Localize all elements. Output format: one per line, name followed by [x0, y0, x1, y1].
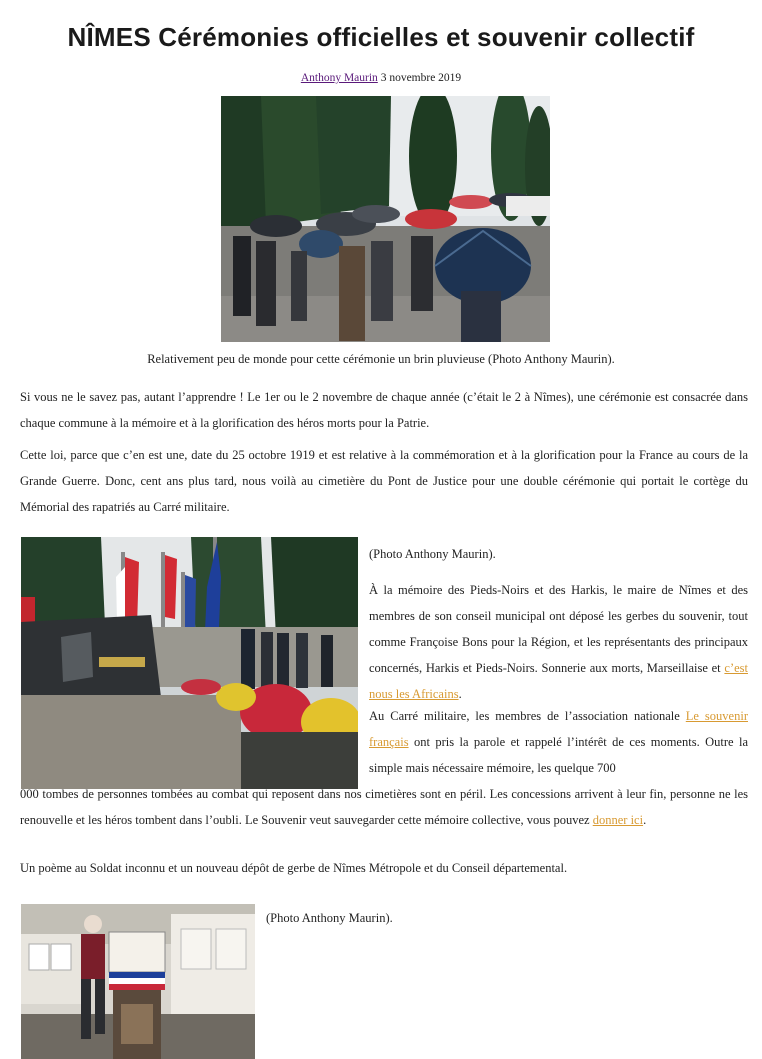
- souvenir-francais-link[interactable]: Le souvenir français: [369, 709, 748, 749]
- publish-date: 3 novembre 2019: [380, 72, 462, 84]
- donate-link[interactable]: donner ici: [592, 813, 644, 827]
- byline: [0, 72, 762, 84]
- ceremony-umbrellas-photo: [221, 96, 550, 342]
- paragraph: Au Carré militaire, les membres de l’association nationale Le souvenir français ont pris la parole et rappelé l’intérêt de ces moments. Outre la simple mais nécessaire mémoire, les quelque 700: [369, 709, 748, 775]
- exhibit-stand-photo: [21, 904, 255, 1059]
- author-link[interactable]: Anthony Maurin: [300, 72, 378, 84]
- article-title: NÎMES Cérémonies officielles et souvenir collectif: [67, 22, 695, 52]
- photo-caption: Relativement peu de monde pour cette cérémonie un brin pluvieuse (Photo Anthony Maurin).: [147, 352, 615, 366]
- paragraph: Cette loi, parce que c’en est une, date du 25 octobre 1919 et est relative à la commémoration et à la glorification pour la France au cours de la Grande Guerre. Donc, cent ans plus tard, nous voilà au cimetière du Pont de Justice pour une double cérémonie qui portait le cortège du Mémorial des rapatriés au Carré militaire.: [20, 448, 748, 514]
- photo-caption: (Photo Anthony Maurin).: [369, 547, 496, 561]
- africains-link[interactable]: c’est nous les Africains: [369, 661, 748, 701]
- paragraph: Un poème au Soldat inconnu et un nouveau dépôt de gerbe de Nîmes Métropole et du Conseil départemental.: [20, 861, 568, 875]
- paragraph: Si vous ne le savez pas, autant l’apprendre ! Le 1er ou le 2 novembre de chaque année (c’était le 2 à Nîmes), une cérémonie est consacrée dans chaque commune à la mémoire et à la glorification des héros morts pour la Patrie.: [20, 390, 748, 430]
- memorial-wreaths-photo: [21, 537, 358, 789]
- paragraph: À la mémoire des Pieds-Noirs et des Harkis, le maire de Nîmes et des membres de son conseil municipal ont déposé les gerbes du souvenir, tout comme Françoise Bons pour la Région, et les représentants des principaux concernés, Harkis et Pieds-Noirs. Sonnerie aux morts, Marseillaise et c’est nous les Africains.: [369, 583, 748, 701]
- paragraph: 000 tombes de personnes tombées au combat qui reposent dans nos cimetières sont en péril. Les concessions arrivent à leur fin, personne ne les renouvelle et les héros tombent dans l’oubli. Le Souvenir veut sauvegarder cette mémoire collective, vous pouvez donner ici.: [20, 787, 748, 827]
- photo-caption: (Photo Anthony Maurin).: [266, 911, 393, 925]
